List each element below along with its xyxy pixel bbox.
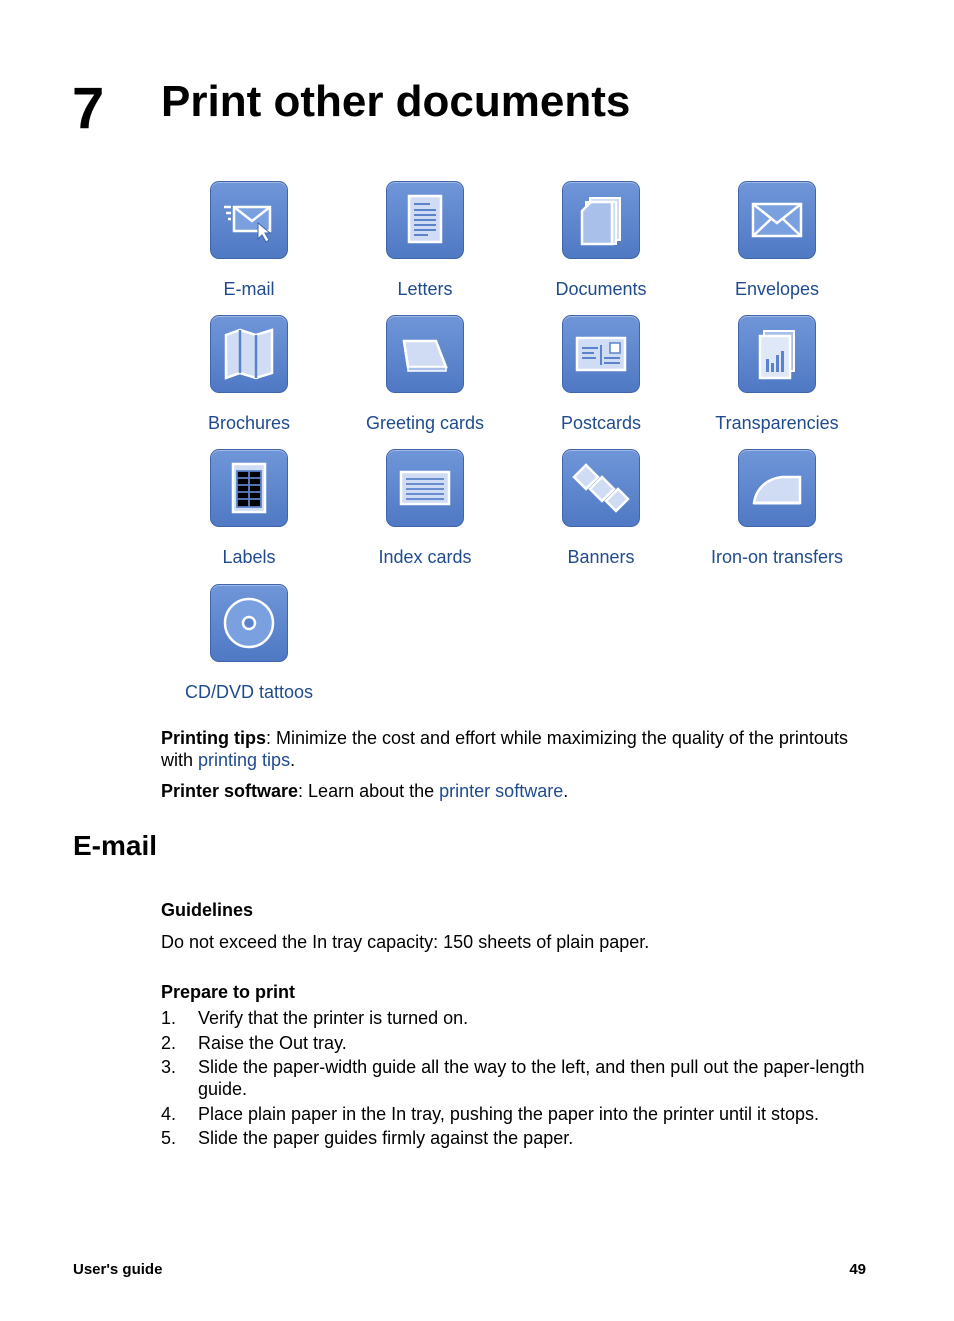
- footer-page-number: 49: [849, 1261, 866, 1278]
- greeting-card-icon[interactable]: [386, 315, 464, 393]
- tile-label[interactable]: Index cards: [378, 547, 472, 567]
- labels-icon[interactable]: [210, 449, 288, 527]
- envelope-icon[interactable]: [738, 181, 816, 259]
- tile-label[interactable]: Banners: [567, 547, 635, 567]
- step-text: Raise the Out tray.: [198, 1032, 347, 1053]
- step-number: 2.: [161, 1032, 177, 1053]
- banner-icon[interactable]: [562, 449, 640, 527]
- list-item: [161, 1127, 881, 1149]
- step-text: Verify that the printer is turned on.: [198, 1008, 469, 1028]
- tile-label[interactable]: Iron-on transfers: [710, 547, 844, 567]
- tile-email[interactable]: [149, 181, 349, 300]
- list-item: [161, 1103, 881, 1125]
- tile-label[interactable]: Greeting cards: [365, 413, 485, 433]
- guidelines-text: Do not exceed the In tray capacity: 150 sheets of plain paper.: [161, 932, 650, 952]
- printer-software-end: .: [563, 781, 569, 801]
- list-item: [161, 1056, 881, 1100]
- iron-icon[interactable]: [738, 449, 816, 527]
- tile-letters[interactable]: [325, 181, 525, 300]
- tile-labels[interactable]: [149, 449, 349, 568]
- tile-label[interactable]: Envelopes: [734, 279, 820, 299]
- section-heading: E-mail: [73, 830, 158, 861]
- tile-cd-dvd-tattoos[interactable]: [149, 584, 349, 703]
- postcard-icon[interactable]: [562, 315, 640, 393]
- guidelines-title: Guidelines: [161, 900, 254, 920]
- printer-software-paragraph: [161, 780, 881, 802]
- email-icon[interactable]: [210, 181, 288, 259]
- tile-label[interactable]: E-mail: [223, 279, 275, 299]
- tile-transparencies[interactable]: [677, 315, 877, 434]
- chapter-number: 7: [72, 76, 105, 141]
- step-text: Place plain paper in the In tray, pushing the paper into the printer until it stops.: [198, 1103, 820, 1124]
- brochure-icon[interactable]: [210, 315, 288, 393]
- transparency-icon[interactable]: [738, 315, 816, 393]
- letter-icon[interactable]: [386, 181, 464, 259]
- tile-label[interactable]: Brochures: [207, 413, 291, 433]
- tile-label[interactable]: Labels: [222, 547, 276, 567]
- tile-banners[interactable]: [501, 449, 701, 568]
- printing-tips-link[interactable]: printing tips: [198, 750, 291, 770]
- documents-icon[interactable]: [562, 181, 640, 259]
- tile-index-cards[interactable]: [325, 449, 525, 568]
- chapter-title: Print other documents: [161, 77, 631, 126]
- step-text: Slide the paper-width guide all the way to the left, and then pull out the paper-length guide.: [198, 1057, 865, 1099]
- printing-tips-label: Printing tips: [161, 728, 266, 748]
- printer-software-label: Printer software: [161, 781, 299, 801]
- step-number: 3.: [161, 1057, 177, 1077]
- index-card-icon[interactable]: [386, 449, 464, 527]
- tile-label[interactable]: Transparencies: [715, 413, 839, 433]
- printer-software-text: : Learn about the: [298, 781, 440, 801]
- printing-tips-end: .: [290, 750, 296, 770]
- list-item: [161, 1032, 881, 1054]
- step-number: 5.: [161, 1128, 177, 1148]
- prepare-title: Prepare to print: [161, 982, 296, 1002]
- printing-tips-text: : Minimize the cost and effort while maximizing the quality of the printouts with: [161, 728, 848, 770]
- tile-label[interactable]: CD/DVD tattoos: [184, 682, 314, 702]
- footer-guide-title: User's guide: [73, 1261, 163, 1278]
- tile-brochures[interactable]: [149, 315, 349, 434]
- step-number: 4.: [161, 1103, 177, 1124]
- printing-tips-paragraph: [161, 727, 881, 771]
- cd-icon[interactable]: [210, 584, 288, 662]
- steps-list: [161, 1007, 881, 1152]
- tile-label[interactable]: Documents: [555, 279, 647, 299]
- tile-label[interactable]: Letters: [397, 279, 453, 299]
- list-item: [161, 1007, 881, 1029]
- tile-iron-on-transfers[interactable]: [677, 449, 877, 568]
- tile-documents[interactable]: [501, 181, 701, 300]
- step-text: Slide the paper guides firmly against the paper.: [198, 1128, 574, 1148]
- printer-software-link[interactable]: printer software: [439, 781, 564, 801]
- tile-greeting-cards[interactable]: [325, 315, 525, 434]
- tile-label[interactable]: Postcards: [560, 413, 642, 433]
- tile-envelopes[interactable]: [677, 181, 877, 300]
- step-number: 1.: [161, 1008, 177, 1028]
- tile-postcards[interactable]: [501, 315, 701, 434]
